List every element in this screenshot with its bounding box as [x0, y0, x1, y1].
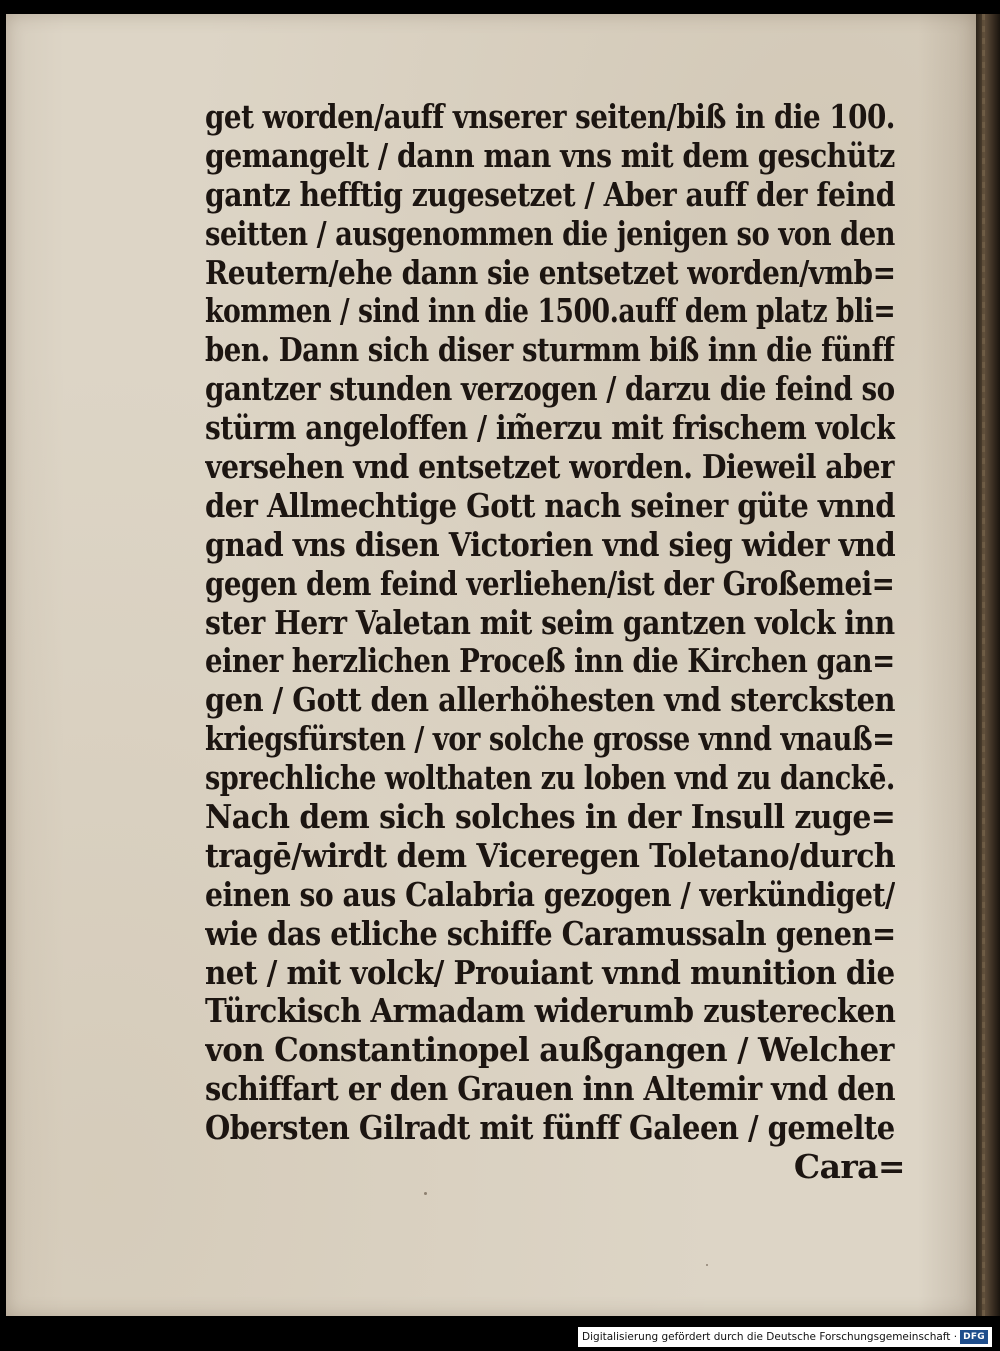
text-line: Nach dem sich solches in der Insull zuge= — [205, 798, 896, 837]
paper-speck — [424, 1192, 427, 1195]
text-line: sprechliche wolthaten zu loben vnd zu danckē. — [205, 759, 895, 798]
text-line: der Allmechtige Gott nach seiner güte vnnd — [205, 486, 896, 525]
text-line: kriegsfürsten / vor solche grosse vnnd vnauß= — [205, 720, 895, 759]
book-binding-edge — [976, 14, 1000, 1316]
digitization-credit — [578, 1327, 992, 1347]
credit-text: Digitalisierung gefördert durch die Deutsche Forschungsgemeinschaft · — [582, 1331, 958, 1343]
text-line: von Constantinopel außgangen / Welcher — [205, 1031, 895, 1070]
text-line: Türckisch Armadam widerumb zusterecken — [205, 992, 896, 1031]
text-line: kommen / sind inn die 1500.auff dem platz bli= — [205, 292, 896, 331]
text-line: gnad vns disen Victorien vnd sieg wider vnd — [205, 525, 896, 564]
text-line: get worden/auff vnserer seiten/biß in die 100. — [205, 98, 895, 136]
text-line: net / mit volck/ Prouiant vnnd munition die — [205, 953, 895, 992]
text-line: versehen vnd entsetzet worden. Dieweil aber — [205, 448, 895, 487]
text-line: gantzer stunden verzogen / darzu die feind so — [205, 370, 895, 409]
text-line: Obersten Gilradt mit fünff Galeen / gemelte — [205, 1109, 895, 1148]
text-line: schiffart er den Grauen inn Altemir vnd den — [205, 1070, 896, 1109]
page-text — [205, 98, 905, 1187]
dfg-logo-icon: DFG — [960, 1330, 988, 1344]
text-line: tragē/wirdt dem Viceregen Toletano/durch — [205, 836, 896, 875]
paper-speck — [706, 1264, 708, 1266]
text-line: wie das etliche schiffe Caramussaln genen= — [205, 914, 896, 953]
text-line: gegen dem feind verliehen/ist der Großemei= — [205, 564, 895, 603]
text-line: seitten / ausgenommen die jenigen so von den — [205, 214, 895, 253]
text-line: gemangelt / dann man vns mit dem geschütz — [205, 136, 895, 175]
text-line: gantz hefftig zugesetzet / Aber auff der feind — [205, 175, 895, 214]
text-line: einen so aus Calabria gezogen / verkündiget/ — [205, 875, 895, 914]
text-line: gen / Gott den allerhöhesten vnd stercksten — [205, 681, 896, 720]
text-line: ster Herr Valetan mit seim gantzen volck inn — [205, 603, 895, 642]
text-line: stürm angeloffen / im̃erzu mit frischem volck — [205, 409, 895, 448]
text-line: Reutern/ehe dann sie entsetzet worden/vmb= — [205, 253, 896, 292]
catchword: Cara= — [793, 1148, 905, 1187]
text-line: ben. Dann sich diser sturmm biß inn die fünff — [205, 331, 895, 370]
text-line: einer herzlichen Proceß inn die Kirchen gan= — [205, 642, 895, 681]
